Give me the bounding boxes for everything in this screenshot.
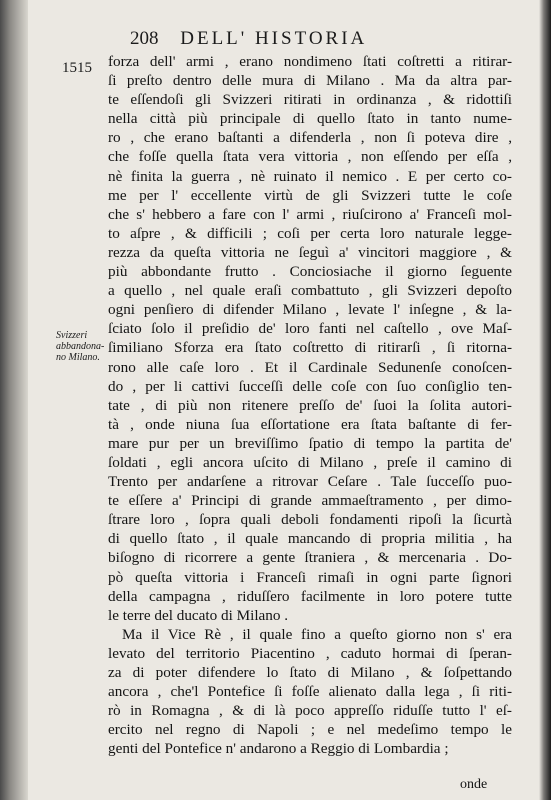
margin-note-line: no Milano.	[56, 352, 100, 363]
text-line: a quello , nel quale eraſi combattuto , gli Svizzeri depoſto	[108, 282, 512, 300]
text-line: più abbondante frutto . Conciosiache il giorno ſeguente	[108, 263, 512, 281]
text-line: nè finita la guerra , nè ruinato il nemico . E per certo co-	[108, 167, 512, 185]
text-line: rono alle caſe loro . Et il Cardinale Sedunenſe conoſcen-	[108, 358, 512, 376]
text-line: biſogno di ricorrere a gente ſtraniera , & mercenaria . Do-	[108, 549, 512, 567]
bleed-through-mark	[58, 120, 98, 180]
text-line: te eſſendoſi gli Svizzeri ritirati in ordinanza , & ridottiſi	[108, 91, 512, 109]
text-line: Ma il Vice Rè , il quale fino a queſto giorno non s' era	[122, 625, 512, 643]
text-line: te eſſere a' Principi di grande ammaeſtramento , per dimo-	[108, 492, 512, 510]
page-number: 208	[130, 28, 159, 49]
text-line: me per l' eccellente virtù de gli Svizzeri tutte le coſe	[108, 186, 512, 204]
text-line: za di poter difendere lo ſtato di Milano , & ſoſpettando	[108, 664, 512, 681]
text-line: mare pur per un breviſſimo ſpatio di tempo la partita de'	[108, 434, 512, 452]
text-line: ogni penſiero di difender Milano , levate l' inſegne , & la-	[108, 301, 512, 319]
text-line: le terre del ducato di Milano .	[108, 606, 289, 624]
text-line: levato del territorio Piacentino , caduto hormai di ſperan-	[108, 644, 512, 662]
text-line: to aſpre , & difficili ; coſi per certa loro naturale legge-	[108, 224, 512, 242]
margin-year: 1515	[62, 60, 92, 76]
text-line: rezza da queſta vittoria ne ſeguì a' vincitori maggiore , &	[108, 243, 512, 261]
main-text	[108, 52, 512, 758]
text-line: nella città più principale di quello ſtato in tanto nume-	[108, 110, 512, 128]
text-line: ſciato ſolo il preſidio de' loro fanti nel caſtello , ove Maſ-	[108, 320, 512, 338]
text-line: ſimiliano Sforza era ſtato coſtretto di ritirarſi , ſi ritorna-	[108, 339, 512, 357]
text-line: che foſſe quella ſtata vera vittoria , non eſſendo per eſſa ,	[108, 148, 512, 166]
text-line: che s' hebbero a fare con l' armi , riuſcirono a' Franceſi mol-	[108, 205, 512, 223]
margin-note	[56, 330, 104, 363]
text-line: genti del Pontefice n' andarono a Reggio di Lombardia ;	[108, 740, 449, 758]
text-line: pò queſta vittoria i Franceſi rimaſi in ogni parte ſignori	[108, 568, 512, 586]
text-line: ſoldati , egli ancora uſcito di Milano , preſe il camino di	[108, 453, 512, 471]
running-header	[130, 28, 470, 50]
text-line: della campagna , riduſſero facilmente in loro potere tutte	[108, 587, 512, 605]
text-line: di quello ſtato , il quale mancando di propria militia , ha	[108, 530, 512, 548]
text-line: tate , di più non ritenere preſſo de' ſuoi la ſolita autori-	[108, 396, 512, 414]
running-title: DELL' HISTORIA	[180, 28, 368, 49]
text-line: tà , onde niuna ſua eſſortatione era ſtata baſtante di fer-	[108, 415, 512, 433]
text-line: rò in Romagna , & di là poco appreſſo riduſſe tutto l' eſ-	[108, 702, 512, 720]
text-line: ro , che erano baſtanti a difenderla , non ſi poteva dire ,	[108, 129, 512, 147]
text-line: ercito nel regno di Napoli ; e nel medeſimo tempo le	[108, 721, 512, 739]
text-line: ſtrare loro , ſopra quali deboli fondamenti ripoſi la ſicurtà	[108, 511, 512, 529]
text-line: ſi preſto dentro delle mura di Milano . Ma da altra par-	[108, 72, 512, 90]
text-line: ancora , che'l Pontefice ſi foſſe alienato dalla lega , ſi riti-	[108, 683, 512, 701]
margin-note-line: Svizzeri	[56, 330, 88, 341]
text-line: Trento per andarſene a ritrovar Ceſare . Tale ſucceſſo puo-	[108, 473, 512, 491]
text-line: forza dell' armi , erano nondimeno ſtati coſtretti a ritirar-	[108, 53, 512, 70]
margin-note-line: abbandona-	[56, 341, 105, 352]
text-line: do , per li cattivi ſucceſſi delle coſe con ſuo conſiglio ten-	[108, 377, 512, 395]
catchword: onde	[460, 777, 488, 792]
